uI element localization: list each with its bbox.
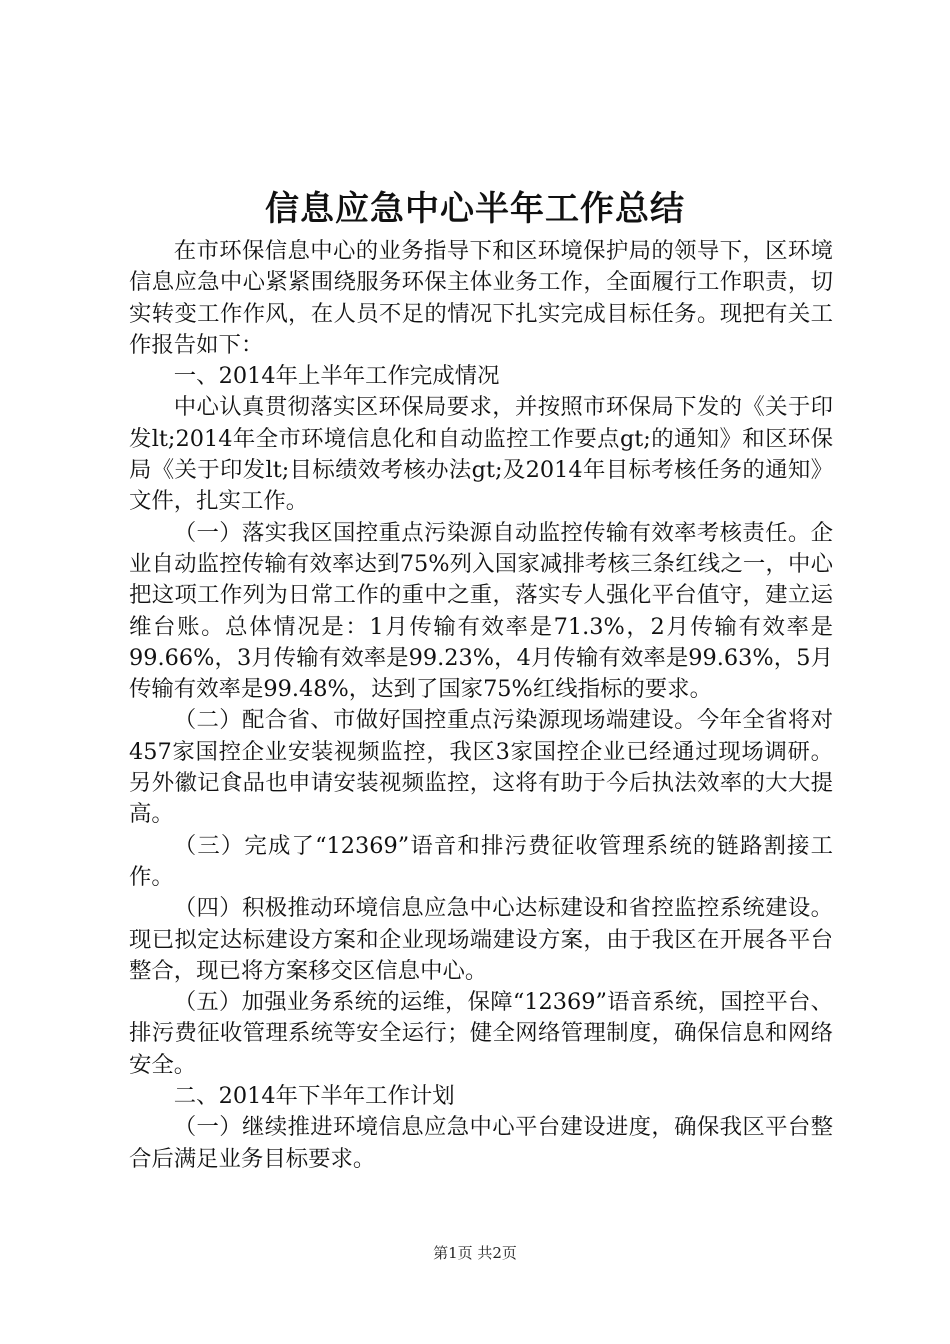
paragraph-item-1: （一）落实我区国控重点污染源自动监控传输有效率考核责任。企业自动监控传输有效率达到75%列入国家减排考核三条红线之一，中心把这项工作列为日常工作的重中之重，落实专人强化平台值守，建立运维台账。总体情况是：1月传输有效率是71.3%，2月传输有效率是99.66%，3月传输有效率是99.23%，4月传输有效率是99.63%，5月传输有效率是99.48%，达到了国家75%红线指标的要求。: [129, 519, 833, 703]
document-body: [129, 236, 833, 1175]
page-number: 第1页 共2页: [433, 1244, 517, 1262]
paragraph-overview: 中心认真贯彻落实区环保局要求，并按照市环保局下发的《关于印发lt;2014年全市环境信息化和自动监控工作要点gt;的通知》和区环保局《关于印发lt;目标绩效考核办法gt;及2014年目标考核任务的通知》文件，扎实工作。: [129, 394, 833, 515]
section-heading-1: 一、2014年上半年工作完成情况: [173, 363, 500, 390]
paragraph-item-3: （三）完成了“12369”语音和排污费征收管理系统的链路割接工作。: [129, 832, 833, 890]
document-title: 信息应急中心半年工作总结: [265, 189, 685, 229]
section-heading-2: 二、2014年下半年工作计划: [173, 1083, 455, 1110]
paragraph-plan-1: （一）继续推进环境信息应急中心平台建设进度，确保我区平台整合后满足业务目标要求。: [129, 1114, 833, 1172]
paragraph-item-2: （二）配合省、市做好国控重点污染源现场端建设。今年全省将对457家国控企业安装视频监控，我区3家国控企业已经通过现场调研。另外徽记食品也申请安装视频监控，这将有助于今后执法效率的大大提高。: [129, 707, 833, 828]
paragraph-item-5: （五）加强业务系统的运维，保障“12369”语音系统，国控平台、排污费征收管理系统等安全运行；健全网络管理制度，确保信息和网络安全。: [129, 989, 833, 1078]
paragraph-item-4: （四）积极推动环境信息应急中心达标建设和省控监控系统建设。现已拟定达标建设方案和企业现场端建设方案，由于我区在开展各平台整合，现已将方案移交区信息中心。: [129, 895, 833, 984]
paragraph-intro: 在市环保信息中心的业务指导下和区环境保护局的领导下，区环境信息应急中心紧紧围绕服务环保主体业务工作，全面履行工作职责，切实转变工作作风，在人员不足的情况下扎实完成目标任务。现把有关工作报告如下：: [129, 238, 833, 358]
